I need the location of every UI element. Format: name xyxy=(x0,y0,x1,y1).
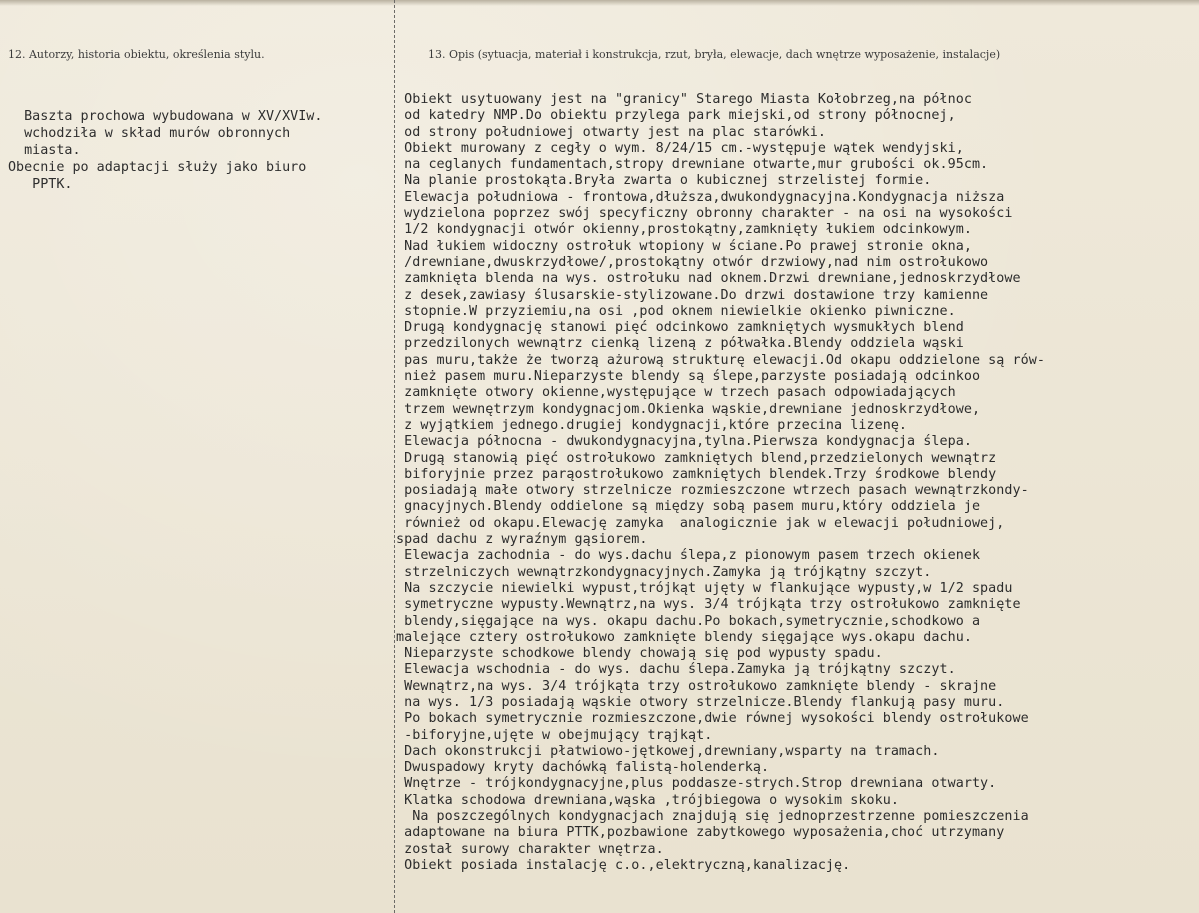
left-column-header: 12. Autorzy, historia obiektu, określenia stylu. xyxy=(8,48,265,61)
history-line: Baszta prochowa wybudowana w XV/XVIw. xyxy=(8,109,323,124)
description-line: zamknięta blenda na wys. ostrołuku nad oknem.Drzwi drewniane,jednoskrzydłowe xyxy=(396,271,1021,287)
description-line: z wyjątkiem jednego.drugiej kondygnacji,które przecina lizenę. xyxy=(396,417,908,433)
description-line: -biforyjne,ujęte w obejmujący trąjkąt. xyxy=(396,727,713,743)
description-line: wydzielona poprzez swój specyficzny obronny charakter - na osi na wysokości xyxy=(396,206,1013,222)
description-line: Wnętrze - trójkondygnacyjne,plus poddasze-strych.Strop drewniana otwarty. xyxy=(396,776,997,792)
description-line: Wewnątrz,na wys. 3/4 trójkąta trzy ostrołukowo zamknięte blendy - skrajne xyxy=(396,678,997,694)
history-line: Obecnie po adaptacji służy jako biuro xyxy=(8,160,307,175)
description-line: Drugą kondygnację stanowi pięć odcinkowo zamkniętych wysmukłych blend xyxy=(396,320,964,336)
description-line: blendy,sięgające na wys. okapu dachu.Po bokach,symetrycznie,schodkowo a xyxy=(396,613,981,629)
description-line: zamknięte otwory okienne,występujące w trzech pasach odpowiadających xyxy=(396,385,956,401)
description-line: symetryczne wypusty.Wewnątrz,na wys. 3/4 trójkąta trzy ostrołukowo zamknięte xyxy=(396,597,1021,613)
description-line: Nad łukiem widoczny ostrołuk wtopiony w ściane.Po prawej stronie okna, xyxy=(396,238,972,254)
description-line: Dach okonstrukcji płatwiowo-jętkowej,drewniany,wsparty na tramach. xyxy=(396,743,940,759)
description-line: od strony południowej otwarty jest na plac starówki. xyxy=(396,124,826,140)
right-column-header: 13. Opis (sytuacja, materiał i konstrukcja, rzut, bryła, elewacje, dach wnętrze wyposażenie, instalacje) xyxy=(428,48,1001,61)
description-line: pas muru,także że tworzą ażurową strukturę elewacji.Od okapu oddzielone są rów- xyxy=(396,352,1045,368)
description-line: Nieparzyste schodkowe blendy chowają się pod wypusty spadu. xyxy=(396,646,883,662)
description-line: przedzilonych wewnątrz cienką lizeną z półwałka.Blendy oddziela wąski xyxy=(396,336,964,352)
description-line: Obiekt usytuowany jest na "granicy" Starego Miasta Kołobrzeg,na północ xyxy=(396,92,972,107)
column-divider xyxy=(394,0,395,913)
description-line: również od okapu.Elewację zamyka analogicznie jak w elewacji południowej, xyxy=(396,515,1005,531)
history-line: wchodziła w skład murów obronnych xyxy=(8,126,291,141)
description-line: Na poszczególnych kondygnacjach znajdują się jednoprzestrzenne pomieszczenia xyxy=(396,809,1029,825)
history-text xyxy=(8,108,388,193)
description-line: Drugą stanowią pięć ostrołukowo zamkniętych blend,przedzielonych wewnątrz xyxy=(396,450,997,466)
description-line: trzem wewnętrzym kondygnacjom.Okienka wąskie,drewniane jednoskrzydłowe, xyxy=(396,401,981,417)
description-line: malejące cztery ostrołukowo zamknięte blendy sięgające wys.okapu dachu. xyxy=(396,629,972,645)
history-line: miasta. xyxy=(8,143,81,158)
description-line: spad dachu z wyraźnym gąsiorem. xyxy=(396,532,648,548)
description-line: Klatka schodowa drewniana,wąska ,trójbiegowa o wysokim skoku. xyxy=(396,792,899,808)
description-line: Elewacja wschodnia - do wys. dachu ślepa.Zamyka ją trójkątny szczyt. xyxy=(396,662,956,678)
description-line: posiadają małe otwory strzelnicze rozmieszczone wtrzech pasach wewnątrzkondy- xyxy=(396,483,1029,499)
description-line: Po bokach symetrycznie rozmieszczone,dwie równej wysokości blendy ostrołukowe xyxy=(396,711,1029,727)
description-line: Elewacja południowa - frontowa,dłuższa,dwukondygnacyjna.Kondygnacja niższa xyxy=(396,189,1005,205)
description-line: na ceglanych fundamentach,stropy drewniane otwarte,mur grubości ok.95cm. xyxy=(396,157,989,173)
description-line: stopnie.W przyziemiu,na osi ,pod oknem niewielkie okienko piwniczne. xyxy=(396,303,956,319)
description-line: strzelniczych wewnątrzkondygnacyjnych.Zamyka ją trójkątny szczyt. xyxy=(396,564,932,580)
description-line: Na szczycie niewielki wypust,trójkąt ujęty w flankujące wypusty,w 1/2 spadu xyxy=(396,580,1013,596)
description-line: adaptowane na biura PTTK,pozbawione zabytkowego wyposażenia,choć utrzymany xyxy=(396,825,1005,841)
description-text xyxy=(396,92,1196,874)
description-line: 1/2 kondygnacji otwór okienny,prostokątny,zamknięty łukiem odcinkowym. xyxy=(396,222,972,238)
description-line: Elewacja zachodnia - do wys.dachu ślepa,z pionowym pasem trzech okienek xyxy=(396,548,981,564)
description-line: Dwuspadowy kryty dachówką falistą-holenderką. xyxy=(396,760,770,776)
history-line: PPTK. xyxy=(8,177,73,192)
description-line: Obiekt murowany z cegły o wym. 8/24/15 cm.-występuje wątek wendyjski, xyxy=(396,140,964,156)
description-line: z desek,zawiasy ślusarskie-stylizowane.Do drzwi dostawione trzy kamienne xyxy=(396,287,989,303)
description-line: Obiekt posiada instalację c.o.,elektryczną,kanalizację. xyxy=(396,857,851,873)
paper-top-edge xyxy=(0,0,1199,6)
description-line: /drewniane,dwuskrzydłowe/,prostokątny otwór drzwiowy,nad nim ostrołukowo xyxy=(396,254,989,270)
description-line: Na planie prostokąta.Bryła zwarta o kubicznej strzelistej formie. xyxy=(396,173,932,189)
description-line: na wys. 1/3 posiadają wąskie otwory strzelnicze.Blendy flankują pasy muru. xyxy=(396,694,1005,710)
description-line: został surowy charakter wnętrza. xyxy=(396,841,664,857)
description-line: od katedry NMP.Do obiektu przylega park miejski,od strony północnej, xyxy=(396,108,956,124)
description-line: biforyjnie przez parąostrołukowo zamkniętych blendek.Trzy środkowe blendy xyxy=(396,466,997,482)
description-line: gnacyjnych.Blendy oddielone są między sobą pasem muru,który oddziela je xyxy=(396,499,981,515)
description-line: Elewacja północna - dwukondygnacyjna,tylna.Pierwsza kondygnacja ślepa. xyxy=(396,434,972,450)
description-line: nież pasem muru.Nieparzyste blendy są ślepe,parzyste posiadają odcinkoo xyxy=(396,369,981,385)
